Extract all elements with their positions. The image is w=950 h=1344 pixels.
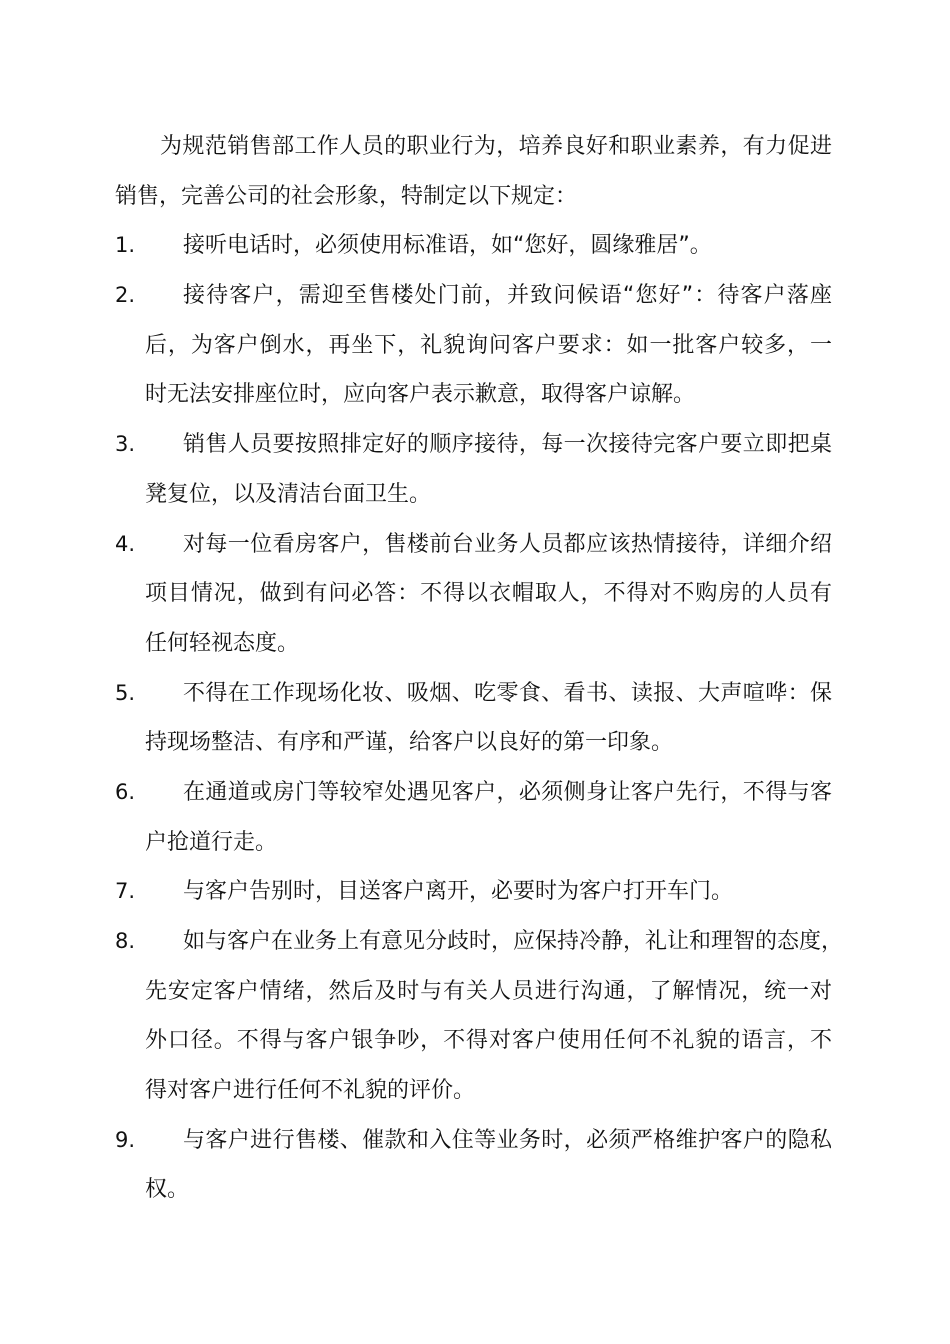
rule-number: 5. [115, 680, 136, 705]
rule-item-3 [0, 420, 950, 519]
rule-item-6 [0, 768, 950, 867]
rule-line: 接待客户，需迎至售楼处门前，并致问候语“您好”：待客户落座 [183, 283, 832, 309]
document-body [0, 122, 950, 1215]
rule-line: 销售人员要按照排定好的顺序接待，每一次接待完客户要立即把桌 [183, 432, 832, 458]
rule-line: 凳复位，以及清洁台面卫生。 [145, 481, 432, 507]
intro-line: 为规范销售部工作人员的职业行为，培养良好和职业素养，有力促进 [160, 134, 832, 159]
rule-number: 4. [115, 531, 136, 556]
rule-number: 2. [115, 283, 136, 308]
rule-line: 接听电话时，必须使用标准语，如“您好，圆缘雅居”。 [183, 233, 712, 259]
rule-line: 不得在工作现场化妆、吸烟、吃零食、看书、读报、大声喧哗：保 [183, 680, 832, 706]
rule-item-1 [0, 221, 950, 271]
rule-line: 户抢道行走。 [145, 829, 278, 855]
rule-item-5 [0, 669, 950, 768]
rule-line: 外口径。不得与客户银争吵，不得对客户使用任何不礼貌的语言，不 [145, 1028, 832, 1054]
rule-line: 对每一位看房客户，售楼前台业务人员都应该热情接待，详细介绍 [183, 531, 832, 557]
rule-item-2 [0, 271, 950, 420]
rule-item-8 [0, 917, 950, 1116]
rule-item-9 [0, 1116, 950, 1215]
rule-line: 持现场整洁、有序和严谨，给客户以良好的第一印象。 [145, 730, 674, 756]
rule-item-7 [0, 867, 950, 917]
rule-line: 先安定客户情绪，然后及时与有关人员进行沟通，了解情况，统一对 [145, 978, 832, 1004]
rule-number: 3. [115, 432, 136, 457]
rule-line: 项目情况，做到有问必答：不得以衣帽取人，不得对不购房的人员有 [145, 581, 832, 607]
rule-line: 得对客户进行任何不礼貌的评价。 [145, 1078, 476, 1104]
rule-number: 8. [115, 929, 136, 953]
rule-number: 9. [115, 1127, 136, 1152]
intro-paragraph [0, 122, 950, 221]
rule-number: 1. [115, 233, 136, 258]
rule-line: 任何轻视态度。 [145, 630, 300, 656]
rule-line: 权。 [145, 1177, 190, 1203]
rule-number: 7. [115, 879, 136, 904]
rule-line: 与客户进行售楼、催款和入住等业务时，必须严格维护客户的隐私 [183, 1127, 832, 1153]
rule-line: 如与客户在业务上有意见分歧时，应保持冷静，礼让和理智的态度， [183, 929, 844, 954]
rule-line: 时无法安排座位时，应向客户表示歉意，取得客户谅解。 [145, 382, 696, 408]
rule-number: 6. [115, 779, 136, 804]
intro-line: 销售，完善公司的社会形象，特制定以下规定： [115, 183, 578, 209]
rule-line: 后，为客户倒水，再坐下，礼貌询问客户要求：如一批客户较多，一 [145, 332, 832, 358]
rule-line: 在通道或房门等较窄处遇见客户，必须侧身让客户先行，不得与客 [183, 779, 832, 805]
rule-line: 与客户告别时，目送客户离开，必要时为客户打开车门。 [183, 879, 734, 905]
rule-item-4 [0, 520, 950, 669]
